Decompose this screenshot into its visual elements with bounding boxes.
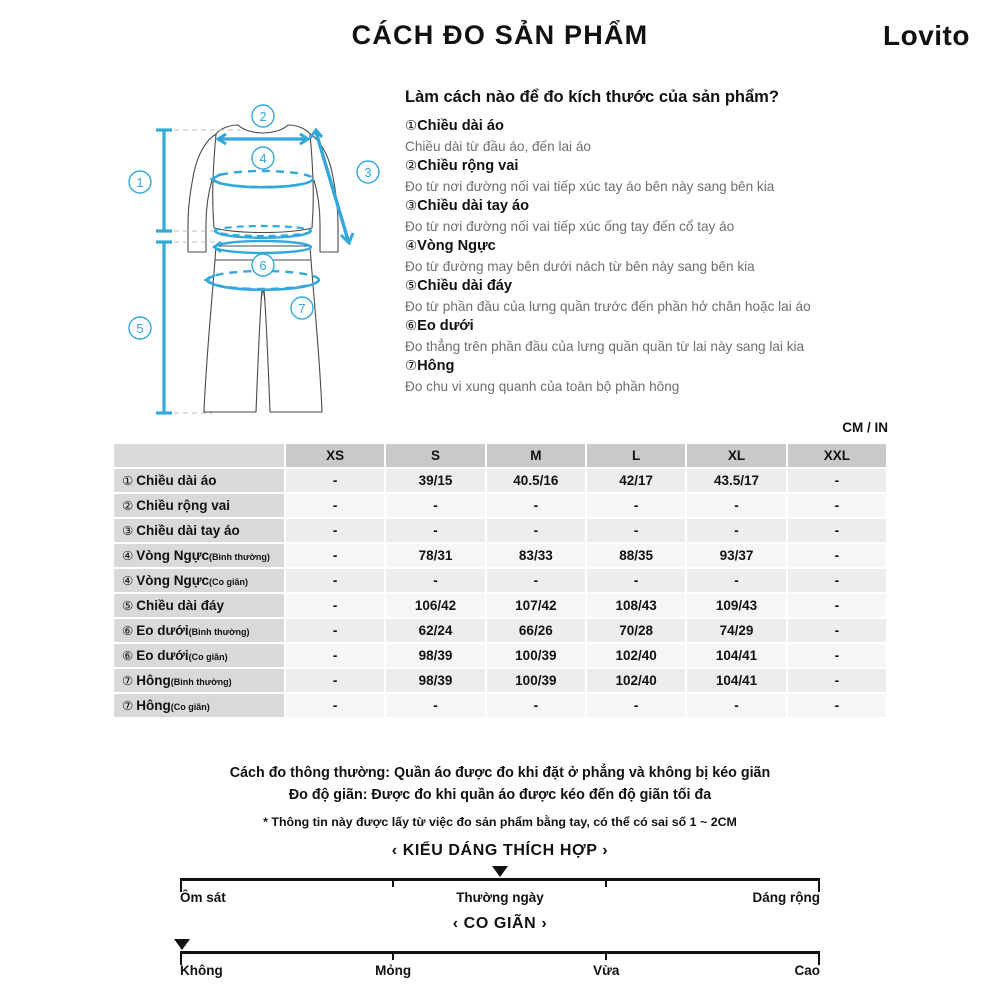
instruction-item-name [405,116,875,137]
table-cell-value: - [587,569,685,592]
table-cell-value: - [286,569,384,592]
table-cell-value: - [386,519,484,542]
table-row-label [114,644,284,667]
instruction-item-label: Chiều dài đáy [417,278,512,295]
instructions-question: Làm cách nào để đo kích thước của sản phẩm? [405,88,779,106]
row-label-qualifier: (Co giãn) [209,577,248,587]
instruction-item [405,196,875,236]
instruction-item-number: ⑤ [405,278,418,294]
fit-scale-block [0,842,1000,906]
table-cell-value: - [587,519,685,542]
table-cell-value: - [386,694,484,717]
scale-label: Mỏng [375,963,412,978]
table-row [114,694,886,717]
table-cell-value: - [788,619,886,642]
row-callout-number: ⑥ [122,649,134,663]
table-cell-value: - [286,594,384,617]
instruction-item-name [405,196,875,217]
instruction-item-name [405,156,875,177]
row-label-text: Chiều dài đáy [136,598,224,613]
size-table-element [112,442,888,719]
row-callout-number: ⑦ [122,699,134,713]
instruction-item-label: Chiều dài tay áo [417,198,530,215]
callout-badge-2 [252,105,274,127]
table-cell-value: 107/42 [487,594,585,617]
table-cell-value: 108/43 [587,594,685,617]
instruction-item-description: Đo thẳng trên phần đầu của lưng quần quần từ lai này sang lai kia [405,338,805,354]
row-callout-number: ① [122,474,134,488]
fit-scale-axis [180,860,820,906]
table-size-header: XXL [788,444,886,467]
table-cell-value: 109/43 [687,594,785,617]
instruction-item-label: Eo dưới [417,318,474,335]
table-cell-value: 78/31 [386,544,484,567]
table-header-row [114,444,886,467]
row-label-qualifier: (Co giãn) [188,652,228,662]
table-row [114,469,886,492]
table-cell-value: - [487,519,585,542]
instruction-item [405,116,875,156]
table-row [114,544,886,567]
callout-badge-4 [252,147,274,169]
table-row-label [114,544,284,567]
table-cell-value: - [286,494,384,517]
table-cell-value: - [788,569,886,592]
table-cell-value: - [788,644,886,667]
instruction-item-description: Đo từ nơi đường nối vai tiếp xúc tay áo bên này sang bên kia [405,178,775,194]
table-cell-value: - [386,494,484,517]
stretch-scale-title: ‹ CO GIÃN › [452,915,548,932]
row-label-text: Chiều dài áo [136,473,217,488]
table-cell-value: - [286,644,384,667]
table-row-label [114,669,284,692]
table-cell-value: 74/29 [687,619,785,642]
scale-label: Ôm sát [180,890,226,905]
table-row-label [114,519,284,542]
table-cell-value: - [687,569,785,592]
instruction-item [405,236,875,276]
table-row-label [114,494,284,517]
table-cell-value: 98/39 [386,669,484,692]
instruction-item-number: ① [405,118,418,133]
table-cell-value: - [788,694,886,717]
row-label-text: Chiều dài tay áo [136,523,240,538]
table-cell-value: 100/39 [487,644,585,667]
table-cell-value: - [487,694,585,717]
table-cell-value: - [788,494,886,517]
table-cell-value: - [286,469,384,492]
stretch-scale-axis [180,933,820,979]
svg-text:6: 6 [259,258,267,273]
note-standard-measure: Cách đo thông thường: Quần áo được đo khi đặt ở phẳng và không bị kéo giãn [229,765,771,781]
table-cell-value: 43.5/17 [687,469,785,492]
table-cell-value: - [788,469,886,492]
callout-badge-7 [291,297,313,319]
instruction-item-number: ④ [405,238,418,254]
table-cell-value: - [487,569,585,592]
fit-scale-title: ‹ KIỂU DÁNG THÍCH HỢP › [391,842,609,859]
units-label: CM / IN [842,420,888,435]
table-corner-cell [114,444,284,467]
table-cell-value: - [587,694,685,717]
row-label-text: Eo dưới [136,648,189,663]
table-row-label [114,619,284,642]
scale-tick [392,878,394,887]
scale-tick [392,951,394,960]
instruction-item [405,316,875,356]
callout-badge-6 [252,254,274,276]
callout-1-line [156,130,172,231]
table-row-label [114,469,284,492]
table-cell-value: 100/39 [487,669,585,692]
callout-badge-5 [129,317,151,339]
row-label-text: Chiều rộng vai [136,498,230,513]
callout-badge-3 [357,161,379,183]
table-cell-value: - [286,544,384,567]
table-row-label [114,694,284,717]
instruction-item-name [405,316,875,337]
garment-diagram-svg [120,100,400,430]
scale-label: Thường ngày [456,890,544,905]
table-cell-value: - [286,519,384,542]
scale-axis-line [180,951,820,954]
instruction-item-number: ⑥ [405,318,418,334]
instruction-item-name [405,236,875,257]
table-cell-value: 70/28 [587,619,685,642]
table-cell-value: - [788,594,886,617]
instruction-item-number: ② [405,158,418,174]
row-label-qualifier: (Bình thường) [209,552,270,562]
instruction-item-label: Chiều dài áo [417,118,504,134]
row-label-text: Vòng Ngực [136,573,209,588]
callout-3-line [316,132,348,240]
instruction-item-name [405,276,875,297]
svg-text:4: 4 [259,151,267,166]
table-row [114,494,886,517]
svg-text:7: 7 [298,301,306,316]
callout-badge-1 [129,171,151,193]
table-cell-value: - [788,669,886,692]
table-cell-value: - [487,494,585,517]
instruction-item-number: ⑦ [405,358,418,374]
table-cell-value: 102/40 [587,669,685,692]
table-cell-value: - [687,519,785,542]
instruction-item-description: Chiều dài từ đầu áo, đến lai áo [405,138,591,154]
callout-6-ellipse [215,241,311,253]
table-cell-value: 62/24 [386,619,484,642]
table-row [114,619,886,642]
table-cell-value: - [687,694,785,717]
table-size-header: S [386,444,484,467]
table-cell-value: - [788,519,886,542]
table-cell-value: 66/26 [487,619,585,642]
instruction-item [405,156,875,196]
garment-measurement-diagram [120,100,400,430]
measurement-instructions [405,88,875,396]
instruction-item-description: Đo từ nơi đường nối vai tiếp xúc ống tay đến cổ tay áo [405,218,735,234]
svg-text:5: 5 [136,321,144,336]
measurement-notes [0,762,1000,829]
row-callout-number: ④ [122,574,134,588]
row-label-qualifier: (Co giãn) [170,702,210,712]
table-cell-value: - [587,494,685,517]
table-row [114,594,886,617]
row-label-text: Eo dưới [136,623,189,638]
scale-label: Không [180,963,223,978]
table-cell-value: - [286,619,384,642]
callout-4-ellipse-front [213,179,313,187]
table-size-header: XL [687,444,785,467]
table-body [114,469,886,717]
table-cell-value: - [386,569,484,592]
table-size-header: L [587,444,685,467]
row-callout-number: ④ [122,549,134,563]
svg-text:3: 3 [364,165,372,180]
table-cell-value: 40.5/16 [487,469,585,492]
table-cell-value: 104/41 [687,644,785,667]
instruction-item-description: Đo từ đường may bên dưới nách từ bên này sang bên kia [405,258,755,274]
scale-axis-line [180,878,820,881]
table-cell-value: - [788,544,886,567]
callout-5-line [156,242,172,413]
table-cell-value: 102/40 [587,644,685,667]
row-callout-number: ⑥ [122,624,134,638]
row-label-text: Hông [136,673,171,688]
instruction-item-label: Hông [417,358,455,375]
svg-text:2: 2 [259,109,267,124]
instruction-item-description: Đo từ phần đầu của lưng quần trước đến phần hở chân hoặc lai áo [405,298,811,314]
table-cell-value: - [286,694,384,717]
table-cell-value: 106/42 [386,594,484,617]
brand-logo: Lovito [883,20,970,51]
stretch-scale-block [0,915,1000,979]
table-row [114,644,886,667]
scale-label: Vừa [593,963,620,978]
table-row [114,569,886,592]
table-row [114,669,886,692]
table-cell-value: 39/15 [386,469,484,492]
row-callout-number: ⑦ [122,674,134,688]
table-cell-value: - [687,494,785,517]
instruction-item-label: Chiều rộng vai [417,158,519,175]
scale-marker [174,939,190,950]
instruction-item-number: ③ [405,198,418,214]
page-title: CÁCH ĐO SẢN PHẨM [351,20,649,50]
note-stretch-measure: Đo độ giãn: Được đo khi quần áo được kéo đến độ giãn tối đa [288,787,712,804]
row-callout-number: ③ [122,524,134,538]
size-table [112,442,888,719]
table-size-header: M [487,444,585,467]
table-size-header: XS [286,444,384,467]
row-label-qualifier: (Bình thường) [188,627,250,637]
table-row-label [114,594,284,617]
instruction-item [405,356,875,396]
scale-tick [605,878,607,887]
instruction-list [405,116,875,396]
table-cell-value: 93/37 [687,544,785,567]
row-label-text: Vòng Ngực [136,548,209,563]
scale-marker [492,866,508,877]
table-cell-value: 88/35 [587,544,685,567]
table-cell-value: 104/41 [687,669,785,692]
instruction-item-description: Đo chu vi xung quanh của toàn bộ phần hông [405,378,680,394]
svg-text:1: 1 [136,175,144,190]
note-tolerance: * Thông tin này được lấy từ việc đo sản phẩm bằng tay, có thể có sai số 1 ~ 2CM [263,815,737,830]
scale-label: Dáng rộng [752,890,820,905]
table-cell-value: 83/33 [487,544,585,567]
table-cell-value: 42/17 [587,469,685,492]
table-cell-value: - [286,669,384,692]
instruction-item-name [405,356,875,377]
row-callout-number: ⑤ [122,599,134,613]
scale-tick [605,951,607,960]
table-row [114,519,886,542]
row-label-text: Hông [136,698,171,713]
row-label-qualifier: (Bình thường) [170,677,232,687]
table-row-label [114,569,284,592]
table-cell-value: 98/39 [386,644,484,667]
instruction-item [405,276,875,316]
instruction-item-label: Vòng Ngực [417,238,496,255]
scale-label: Cao [794,963,820,978]
row-callout-number: ② [122,499,134,513]
